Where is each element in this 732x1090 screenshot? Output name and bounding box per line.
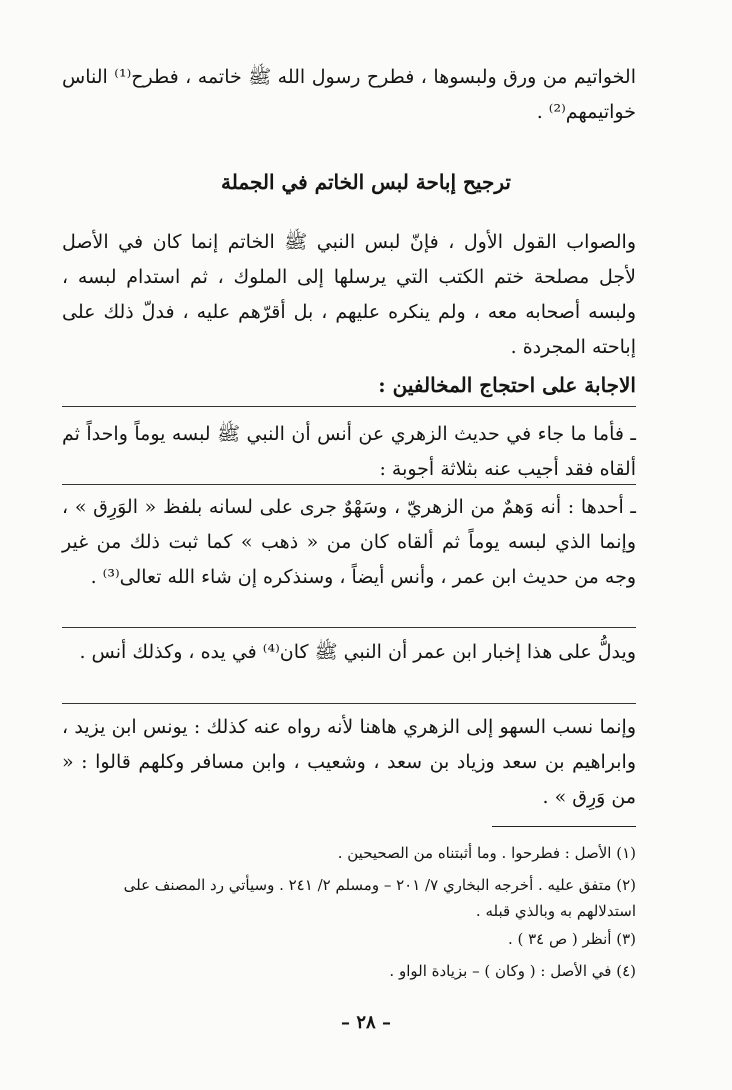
- paragraph-2: والصواب القول الأول ، فإنّ لبس النبي ﷺ الخاتم إنما كان في الأصل لأجل مصلحة ختم الكتب التي يرسلها إلى الملوك ، ثم استدام لبسه ، ولبسه أصحابه معه ، ولم ينكره عليهم ، بل أقرّهم عليه ، فدلّ ذلك على إباحته المجردة .: [62, 231, 636, 358]
- paragraph-3: ـ فأما ما جاء في حديث الزهري عن أنس أن النبي ﷺ لبسه يوماً واحداً ثم ألقاه فقد أجيب عنه بثلاثة أجوبة :: [62, 423, 636, 480]
- paragraph-1: الخواتيم من ورق ولبسوها ، فطرح رسول الله ﷺ خاتمه ، فطرح⁽¹⁾ الناس خواتيمهم⁽²⁾ .: [62, 66, 636, 123]
- footnote-rule: [492, 826, 636, 827]
- separator-line: [62, 484, 636, 485]
- subheading: الاجابة على احتجاج المخالفين :: [378, 373, 636, 397]
- separator-line: [62, 627, 636, 628]
- section-heading: ترجيح إباحة لبس الخاتم في الجملة: [221, 170, 511, 194]
- footnote-3: (٣) أنظر ( ص ٣٤ ) .: [507, 930, 636, 948]
- paragraph-4: ـ أحدها : أنه وَهمٌ من الزهريّ ، وسَهْوٌ جرى على لسانه بلفظ « الوَرِق » ، وإنما الذي لبسه يوماً ثم ألقاه كان من « ذهب » كما ثبت ذلك من غير وجه من حديث ابن عمر ، وأنس أيضاً ، وسنذكره إن شاء الله تعالى⁽³⁾ .: [62, 496, 636, 588]
- paragraph-6: وإنما نسب السهو إلى الزهري هاهنا لأنه رواه عنه كذلك : يونس ابن يزيد ، وابراهيم بن سعد وزياد بن سعد ، وشعيب ، وابن مسافر وكلهم قالوا : « من وَرِق » .: [62, 716, 636, 808]
- footnote-1: (١) الأصل : فطرحوا . وما أثبتناه من الصحيحين .: [337, 844, 636, 862]
- separator-line: [62, 703, 636, 704]
- paragraph-5: ويدلُّ على هذا إخبار ابن عمر أن النبي ﷺ كان⁽⁴⁾ في يده ، وكذلك أنس .: [79, 641, 636, 663]
- footnote-4: (٤) في الأصل : ( وكان ) – بزيادة الواو .: [389, 962, 636, 980]
- separator-line: [62, 406, 636, 407]
- page-number: – ٢٨ –: [341, 1012, 391, 1033]
- footnote-2: (٢) متفق عليه . أخرجه البخاري ٧/ ٢٠١ – ومسلم ٢/ ٢٤١ . وسيأتي رد المصنف على استدلالهم به وبالذي قبله .: [123, 876, 636, 920]
